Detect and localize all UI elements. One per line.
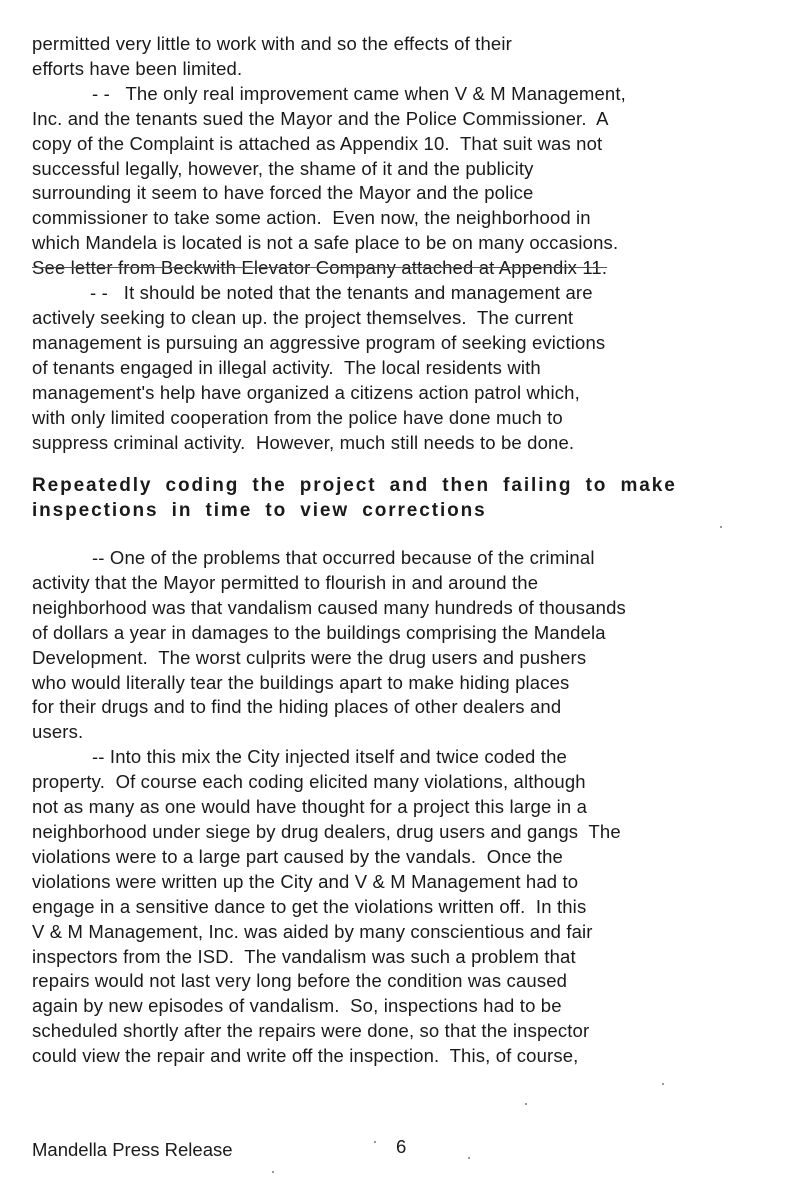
scan-speck bbox=[525, 1103, 527, 1105]
text-line: efforts have been limited. bbox=[32, 57, 243, 79]
scan-speck bbox=[468, 1157, 470, 1159]
text-line: inspectors from the ISD. The vandalism was such a problem that bbox=[32, 945, 576, 967]
intro-paragraph bbox=[32, 32, 772, 455]
text-line: users. bbox=[32, 721, 84, 743]
scan-speck bbox=[720, 526, 722, 528]
text-line: not as many as one would have thought for a project this large in a bbox=[32, 796, 588, 818]
text-line: violations were to a large part caused by the vandals. Once the bbox=[32, 845, 563, 867]
heading-line: inspections in time to view corrections bbox=[32, 500, 487, 521]
text-line: V & M Management, Inc. was aided by many conscientious and fair bbox=[32, 920, 593, 942]
text-line: property. Of course each coding elicited many violations, although bbox=[32, 771, 586, 793]
text-line: neighborhood was that vandalism caused many hundreds of thousands bbox=[32, 596, 626, 618]
vandalism-paragraph bbox=[32, 546, 772, 1069]
text-line: with only limited cooperation from the police have done much to bbox=[32, 406, 563, 428]
section-heading bbox=[32, 473, 772, 523]
text-line: of dollars a year in damages to the buildings comprising the Mandela bbox=[32, 621, 606, 643]
text-line: activity that the Mayor permitted to flourish in and around the bbox=[32, 571, 539, 593]
footer-title: Mandella Press Release bbox=[32, 1139, 233, 1160]
text-line: -- One of the problems that occurred because of the criminal bbox=[92, 547, 595, 568]
scan-speck bbox=[374, 1141, 376, 1143]
scan-speck bbox=[662, 1083, 664, 1085]
text-line: Inc. and the tenants sued the Mayor and the Police Commissioner. A bbox=[32, 107, 609, 129]
text-line: suppress criminal activity. However, much still needs to be done. bbox=[32, 431, 575, 453]
text-line: management's help have organized a citizens action patrol which, bbox=[32, 381, 580, 403]
struck-through-line: See letter from Beckwith Elevator Company attached at Appendix 11. bbox=[32, 257, 608, 279]
scan-speck bbox=[272, 1171, 274, 1173]
text-line: commissioner to take some action. Even now, the neighborhood in bbox=[32, 207, 591, 229]
text-line: engage in a sensitive dance to get the violations written off. In this bbox=[32, 895, 587, 917]
page-number: 6 bbox=[396, 1136, 407, 1157]
text-line: - - It should be noted that the tenants and management are bbox=[90, 282, 593, 304]
text-line: Development. The worst culprits were the drug users and pushers bbox=[32, 646, 587, 668]
text-line: violations were written up the City and V & M Management had to bbox=[32, 870, 579, 892]
text-line: for their drugs and to find the hiding places of other dealers and bbox=[32, 696, 562, 718]
text-line: which Mandela is located is not a safe place to be on many occasions. bbox=[32, 232, 619, 254]
text-line: of tenants engaged in illegal activity. The local residents with bbox=[32, 356, 541, 378]
heading-line: Repeatedly coding the project and then failing to make bbox=[32, 475, 677, 496]
text-line: - - The only real improvement came when V & M Management, bbox=[92, 82, 626, 104]
text-line: could view the repair and write off the inspection. This, of course, bbox=[32, 1045, 579, 1067]
text-line: neighborhood under siege by drug dealers, drug users and gangs The bbox=[32, 820, 621, 842]
text-line: scheduled shortly after the repairs were done, so that the inspector bbox=[32, 1020, 590, 1042]
text-line: -- Into this mix the City injected itself and twice coded the bbox=[92, 746, 567, 768]
text-line: actively seeking to clean up. the project themselves. The current bbox=[32, 306, 574, 328]
text-line: copy of the Complaint is attached as Appendix 10. That suit was not bbox=[32, 132, 603, 154]
text-line: surrounding it seem to have forced the Mayor and the police bbox=[32, 182, 534, 204]
text-line: successful legally, however, the shame of it and the publicity bbox=[32, 157, 534, 179]
text-line: permitted very little to work with and so the effects of their bbox=[32, 33, 512, 54]
text-line: again by new episodes of vandalism. So, inspections had to be bbox=[32, 995, 562, 1017]
text-line: management is pursuing an aggressive program of seeking evictions bbox=[32, 331, 606, 353]
text-line: repairs would not last very long before the condition was caused bbox=[32, 970, 568, 992]
text-line: who would literally tear the buildings apart to make hiding places bbox=[32, 671, 570, 693]
